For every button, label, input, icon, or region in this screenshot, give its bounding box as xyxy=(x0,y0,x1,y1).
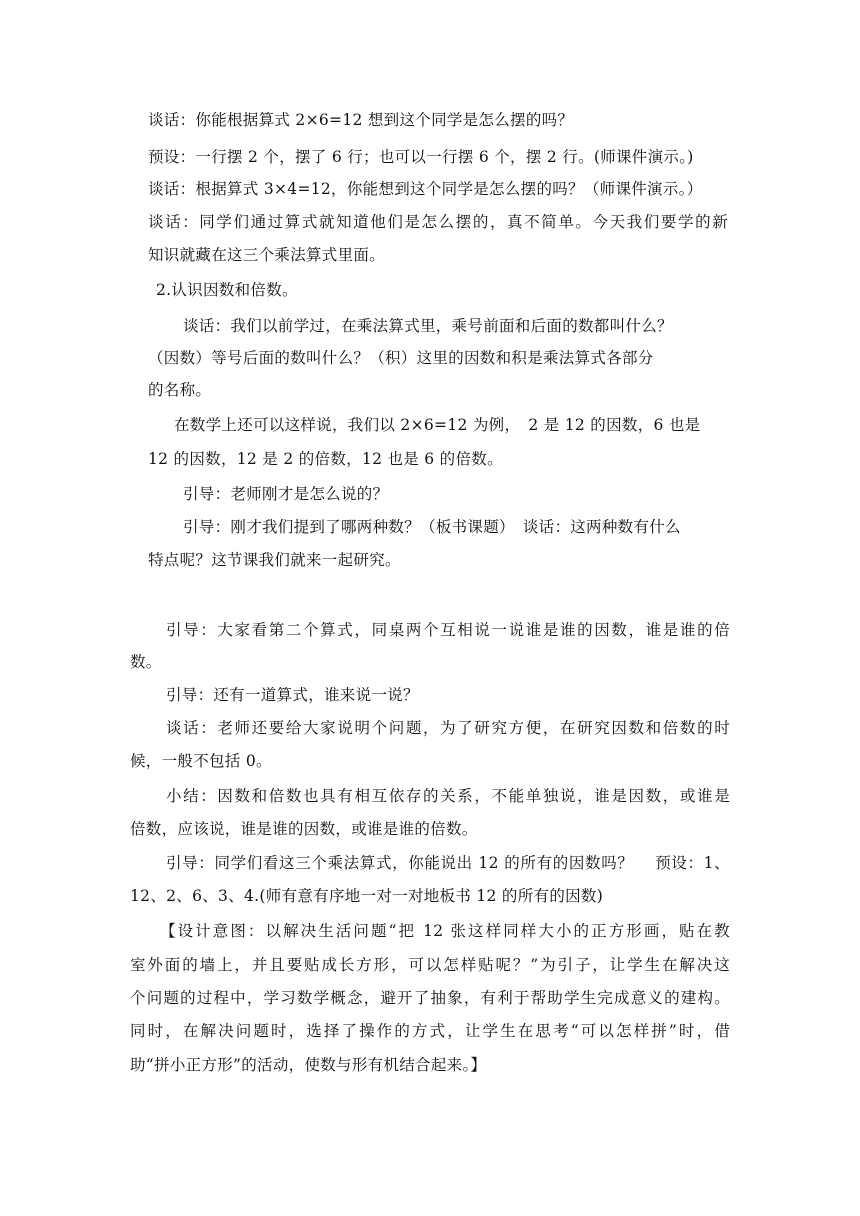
paragraph-line: 引导：刚才我们提到了哪两种数？（板书课题） 谈话：这两种数有什么 xyxy=(183,518,681,536)
design-intent-line: 室外面的墙上，并且要贴成长方形，可以怎样贴呢？”为引子，让学生在解决这 xyxy=(130,956,730,974)
design-intent-line: 助“拼小正方形”的活动，使数与形有机结合起来。】 xyxy=(130,1056,487,1074)
design-intent-line: 【设计意图：以解决生活问题“把 12 张这样同样大小的正方形画，贴在教 xyxy=(160,922,730,940)
paragraph-line: 谈话：老师还要给大家说明个问题，为了研究方便，在研究因数和倍数的时 xyxy=(166,719,730,737)
paragraph-line: 12 的因数，12 是 2 的倍数，12 也是 6 的倍数。 xyxy=(148,450,503,468)
paragraph-line: 引导：大家看第二个算式，同桌两个互相说一说谁是谁的因数，谁是谁的倍 xyxy=(166,621,730,639)
design-intent-line: 个问题的过程中，学习数学概念，避开了抽象，有利于帮助学生完成意义的建构。 xyxy=(130,989,730,1007)
paragraph-line: 谈话：同学们通过算式就知道他们是怎么摆的，真不简单。今天我们要学的新 xyxy=(148,213,728,231)
paragraph-line: 小结：因数和倍数也具有相互依存的关系，不能单独说，谁是因数，或谁是 xyxy=(166,787,730,805)
paragraph-line: 候，一般不包括 0。 xyxy=(130,752,272,770)
paragraph-line: 引导：还有一道算式，谁来说一说？ xyxy=(166,686,419,704)
paragraph-line: 谈话：根据算式 3×4=12，你能想到这个同学是怎么摆的吗？（师课件演示。） xyxy=(148,180,703,198)
paragraph-line: 引导：老师刚才是怎么说的？ xyxy=(183,485,389,503)
section-heading: 2.认识因数和倍数。 xyxy=(156,281,298,299)
paragraph-line: 谈话：我们以前学过，在乘法算式里，乘号前面和后面的数都叫什么？ xyxy=(183,317,673,335)
paragraph-line: 的名称。 xyxy=(148,381,212,399)
paragraph-line: 预设：一行摆 2 个，摆了 6 行；也可以一行摆 6 个，摆 2 行。(师课件演示。) xyxy=(148,148,694,166)
design-intent-line: 同时，在解决问题时，选择了操作的方式，让学生在思考“可以怎样拼”时，借 xyxy=(130,1022,730,1040)
paragraph-line: 数。 xyxy=(130,653,162,671)
paragraph-line: 谈话：你能根据算式 2×6=12 想到这个同学是怎么摆的吗？ xyxy=(148,111,574,129)
paragraph-line: 在数学上还可以这样说，我们以 2×6=12 为例， 2 是 12 的因数，6 也是 xyxy=(174,416,701,434)
paragraph-line: 引导：同学们看这三个乘法算式，你能说出 12 的所有的因数吗？ 预设：1、 xyxy=(166,854,730,872)
paragraph-line: 倍数，应该说，谁是谁的因数，或谁是谁的倍数。 xyxy=(130,820,478,838)
paragraph-line: 特点呢？这节课我们就来一起研究。 xyxy=(148,551,401,569)
paragraph-line: 12、2、6、3、4.(师有意有序地一对一对地板书 12 的所有的因数) xyxy=(130,887,604,905)
paragraph-line: （因数）等号后面的数叫什么？（积）这里的因数和积是乘法算式各部分 xyxy=(148,349,654,367)
paragraph-line: 知识就藏在这三个乘法算式里面。 xyxy=(148,246,386,264)
